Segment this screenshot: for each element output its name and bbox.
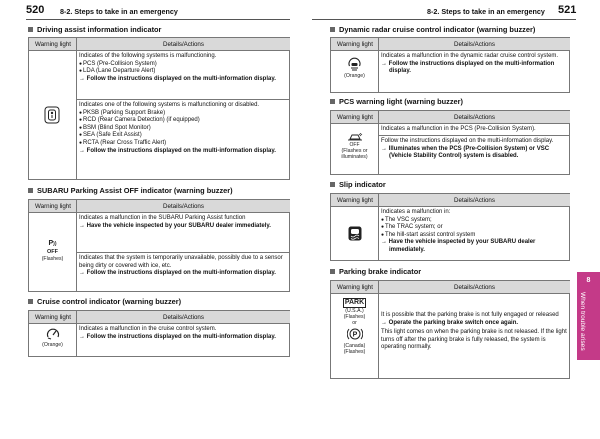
park-icon: PARK (344, 299, 365, 306)
col-warning-light: Warning light (337, 284, 373, 291)
radar-cruise-icon-label: (Orange) (344, 73, 365, 80)
svg-text:P: P (352, 331, 357, 339)
table-slip-indicator (330, 193, 570, 261)
section-title-parking-brake: Parking brake indicator (330, 267, 421, 276)
speedometer-icon (46, 327, 60, 340)
col-warning-light: Warning light (337, 114, 373, 121)
table-parking-assist-off (28, 199, 290, 292)
section-square-icon (330, 99, 335, 104)
slip-icon-cell (331, 226, 378, 243)
radar-cruise-icon (347, 57, 362, 71)
col-warning-light: Warning light (35, 41, 71, 48)
parking-assist-off-icon-label: (Flashes) (41, 256, 64, 262)
section-title-cruise-control: Cruise control indicator (warning buzzer) (28, 297, 181, 306)
slip-indicator-icon (348, 226, 362, 241)
park-icon-flashes: (Flashes) (343, 314, 366, 321)
table-cruise-control (28, 310, 290, 357)
table-header (331, 111, 570, 124)
driving-assist-row-1: Indicates of the following systems is malfunctioning. ● PCS (Pre-Collision System) ● LDA (Lane Departure Alert) → Follow the instructions displayed on the multi-information display. (79, 53, 288, 83)
col-warning-light: Warning light (337, 41, 373, 48)
parking-assist-off-icon: P)) OFF (47, 240, 58, 255)
section-title-slip-indicator: Slip indicator (330, 180, 386, 189)
table-header (29, 38, 290, 51)
section-square-icon (330, 269, 335, 274)
radar-cruise-icon-cell (331, 57, 378, 79)
icon-or-text: or (352, 320, 357, 327)
driving-assist-icon (44, 106, 60, 124)
section-square-icon (28, 299, 33, 304)
radar-cruise-row: Indicates a malfunction in the dynamic radar cruise control system. → Follow the instructions displayed on the multi-information display. (381, 53, 559, 75)
slip-row: Indicates a malfunction in: ● The VSC system; ● The TRAC system; or ● The hill-start assist control system → Have the vehicle inspected by your SUBARU dealer immediately. (381, 209, 568, 255)
parking-brake-icon-cell (331, 298, 378, 355)
left-header-title: 8-2. Steps to take in an emergency (60, 7, 178, 16)
col-details-actions: Details/Actions (454, 114, 495, 121)
section-title-pcs-warning: PCS warning light (warning buzzer) (330, 97, 463, 106)
section-square-icon (28, 188, 33, 193)
cruise-control-icon-label: (Orange) (42, 342, 63, 349)
left-page-number: 520 (26, 4, 45, 16)
cruise-control-row: Indicates a malfunction in the cruise control system. → Follow the instructions displayed on the multi-information display. (79, 326, 276, 340)
chapter-side-label: When trouble arises (579, 292, 586, 351)
table-header (29, 200, 290, 213)
right-header-rule (312, 19, 576, 20)
chapter-number: 8 (586, 277, 591, 284)
section-title-driving-assist: Driving assist information indicator (28, 25, 161, 34)
table-header (331, 194, 570, 207)
cruise-control-icon-cell (29, 327, 76, 348)
parking-brake-row: It is possible that the parking brake is not fully engaged or released → Operate the parking brake switch once again. This light comes on when the parking brake is not released. If the light turns off after the parking brake is fully released, the system is operating normally. (381, 312, 567, 351)
col-details-actions: Details/Actions (163, 314, 204, 321)
left-header-rule (26, 19, 290, 20)
parking-assist-off-row-1: Indicates a malfunction in the SUBARU Parking Assist function → Have the vehicle inspected by your SUBARU dealer immediately. (79, 215, 271, 229)
pcs-icon-off: OFF (349, 142, 360, 149)
pcs-icon-label: (Flashes or illuminates) (341, 148, 368, 161)
table-header (331, 38, 570, 51)
driving-assist-icon-cell (29, 51, 76, 180)
col-details-actions: Details/Actions (163, 41, 204, 48)
section-square-icon (330, 27, 335, 32)
pcs-row-2: Follow the instructions displayed on the multi-information display. → Illuminates when the PCS (Pre-Collision System) or VSC (Vehicle Stability Control) system is disabled. (381, 138, 554, 160)
col-warning-light: Warning light (337, 197, 373, 204)
p-icon-region: (Canada) (343, 342, 366, 349)
table-radar-cruise (330, 37, 570, 93)
section-square-icon (28, 27, 33, 32)
section-title-radar-cruise: Dynamic radar cruise control indicator (warning buzzer) (330, 25, 535, 34)
section-square-icon (330, 182, 335, 187)
parking-assist-off-row-2: Indicates that the system is temporarily unavailable, possibly due to a sensor being dirty or covered with ice, etc. → Follow the instructions displayed on the multi-information display. (79, 255, 283, 277)
table-parking-brake (330, 280, 570, 379)
table-header (29, 311, 290, 324)
pcs-icon-cell (331, 133, 378, 161)
table-header (331, 281, 570, 294)
p-icon-flashes: (Flashes) (343, 349, 366, 356)
col-details-actions: Details/Actions (163, 203, 204, 210)
driving-assist-row-2: Indicates one of the following systems is malfunctioning or disabled. ● PKSB (Parking Support Brake) ● RCD (Rear Camera Detection) (if equipped) ● BSM (Blind Spot Monitor) ● SEA (Safe Exit Assist) ● RCTA (Rear Cross Traffic Alert) → Follow the instructions displayed on the multi-information display. (79, 102, 288, 155)
right-page-number: 521 (558, 4, 577, 16)
right-page (300, 0, 600, 439)
col-warning-light: Warning light (35, 314, 71, 321)
table-pcs-warning (330, 110, 570, 175)
section-title-parking-assist-off: SUBARU Parking Assist OFF indicator (warning buzzer) (28, 186, 233, 195)
pcs-row-1: Indicates a malfunction in the PCS (Pre-Collision System). (381, 126, 536, 132)
pcs-warning-icon (347, 133, 363, 141)
park-icon-region: (U.S.A.) (345, 308, 364, 314)
right-header-title: 8-2. Steps to take in an emergency (427, 7, 545, 16)
col-details-actions: Details/Actions (454, 284, 495, 291)
col-details-actions: Details/Actions (454, 197, 495, 204)
parking-assist-off-icon-cell (29, 240, 76, 262)
col-warning-light: Warning light (35, 203, 71, 210)
table-driving-assist (28, 37, 290, 180)
parking-brake-circle-icon (347, 327, 363, 341)
col-details-actions: Details/Actions (454, 41, 495, 48)
